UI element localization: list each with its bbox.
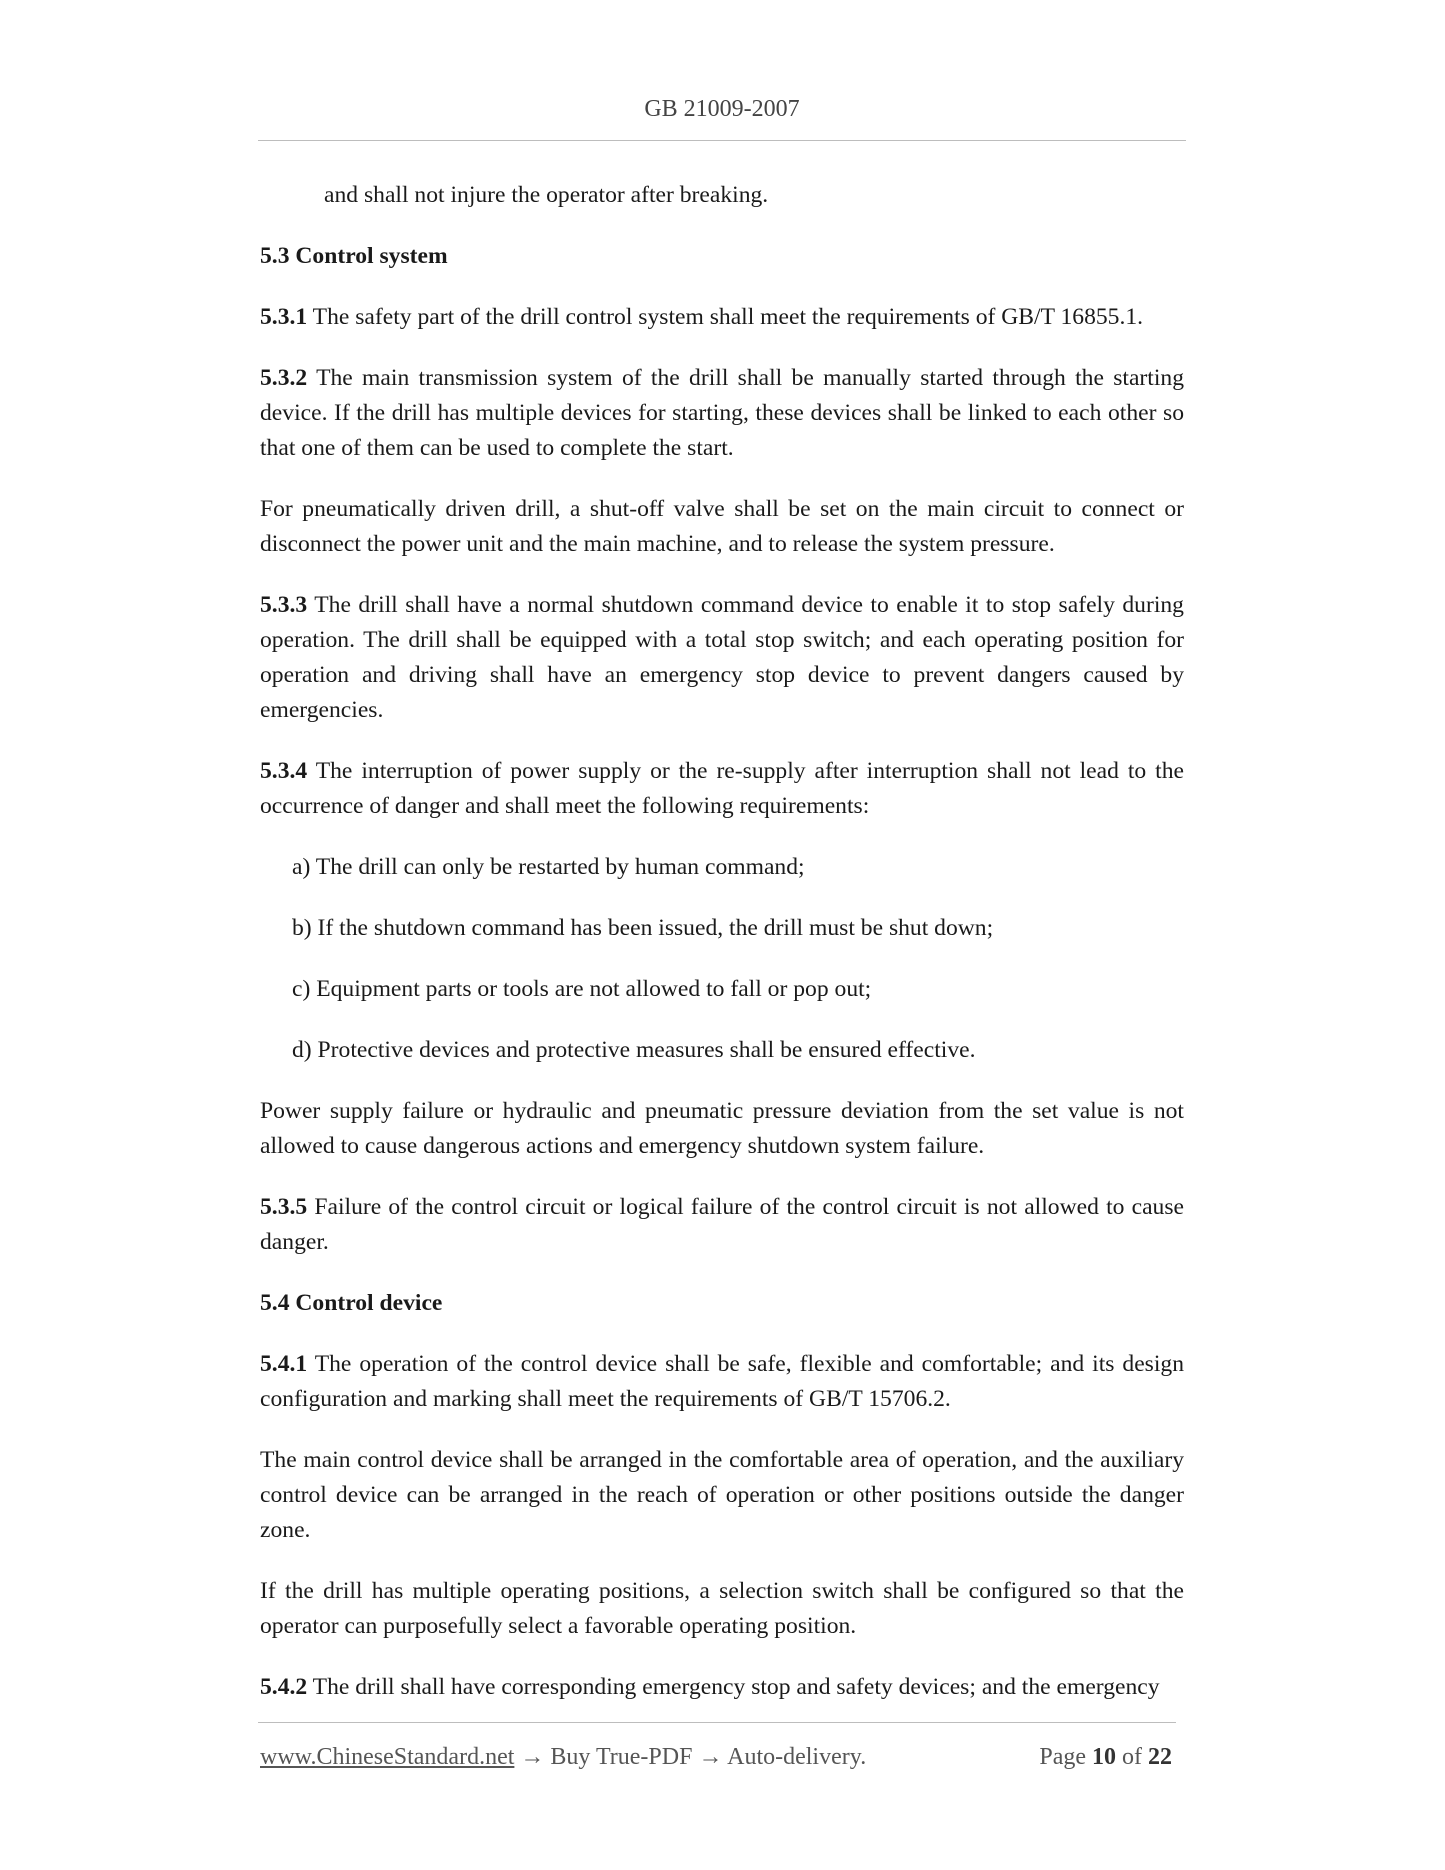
paragraph-text: Failure of the control circuit or logical failure of the control circuit is not allowed to cause danger. [260,1194,1184,1255]
list-item-d: d) Protective devices and protective measures shall be ensured effective. [292,1037,976,1063]
document-header-title: GB 21009-2007 [644,96,800,122]
paragraph-5-4-2 [260,1670,1184,1705]
section-heading-5-3: 5.3 Control system [260,243,448,269]
clause-number: 5.3.1 [260,304,308,330]
paragraph-5-3-1 [260,300,1184,335]
list-item-c: c) Equipment parts or tools are not allowed to fall or pop out; [292,976,872,1002]
document-footer [260,1740,1176,1774]
paragraph-5-4-1-b: The main control device shall be arranged in the comfortable area of operation, and the auxiliary control device can be arranged in the reach of operation or other positions outside the danger zone. [260,1447,1184,1543]
paragraph-5-3-3 [260,588,1184,728]
paragraph-text: The interruption of power supply or the re-supply after interruption shall not lead to the occurrence of danger and shall meet the following requirements: [260,758,1184,819]
paragraph-continuation: and shall not injure the operator after breaking. [324,182,769,208]
paragraph-text: The main transmission system of the drill shall be manually started through the starting device. If the drill has multiple devices for starting, these devices shall be linked to each other so that one of them can be used to complete the start. [260,365,1184,461]
footer-tagline: → Buy True-PDF → Auto-delivery. [520,1744,867,1770]
list-item-a: a) The drill can only be restarted by human command; [292,854,805,880]
paragraph-5-3-2 [260,361,1184,466]
paragraph-text: The operation of the control device shall be safe, flexible and comfortable; and its design configuration and marking shall meet the requirements of GB/T 15706.2. [260,1351,1184,1412]
clause-number: 5.4.1 [260,1351,308,1377]
paragraph-5-3-4-b: Power supply failure or hydraulic and pneumatic pressure deviation from the set value is not allowed to cause dangerous actions and emergency shutdown system failure. [260,1098,1184,1159]
paragraph-5-3-5 [260,1190,1184,1260]
clause-number: 5.3.2 [260,365,308,391]
page-number: 10 [1092,1744,1116,1770]
website-link[interactable]: www.ChineseStandard.net [260,1744,515,1770]
paragraph-5-4-1-c: If the drill has multiple operating positions, a selection switch shall be configured so that the operator can purposefully select a favorable operating position. [260,1578,1184,1639]
list-item-b: b) If the shutdown command has been issued, the drill must be shut down; [292,915,994,941]
clause-number: 5.3.4 [260,758,308,784]
paragraph-5-4-1 [260,1347,1184,1417]
page-indicator [1039,1740,1172,1774]
paragraph-5-3-4 [260,754,1184,824]
clause-number: 5.3.5 [260,1194,308,1220]
paragraph-text: The drill shall have corresponding emergency stop and safety devices; and the emergency [312,1674,1160,1700]
paragraph-5-3-2-b: For pneumatically driven drill, a shut-off valve shall be set on the main circuit to connect or disconnect the power unit and the main machine, and to release the system pressure. [260,496,1184,557]
clause-number: 5.4.2 [260,1674,308,1700]
footer-divider [258,1722,1176,1723]
paragraph-text: The drill shall have a normal shutdown command device to enable it to stop safely during operation. The drill shall be equipped with a total stop switch; and each operating position for operation and driving shall have an emergency stop device to prevent dangers caused by emergencies. [260,592,1184,723]
page-label: Page [1039,1744,1086,1770]
paragraph-text: The safety part of the drill control system shall meet the requirements of GB/T 16855.1. [312,304,1144,330]
of-label: of [1122,1744,1142,1770]
section-heading-5-4: 5.4 Control device [260,1290,443,1316]
page-total: 22 [1148,1744,1172,1770]
header-divider [258,140,1186,141]
document-body [260,178,1184,1731]
clause-number: 5.3.3 [260,592,308,618]
